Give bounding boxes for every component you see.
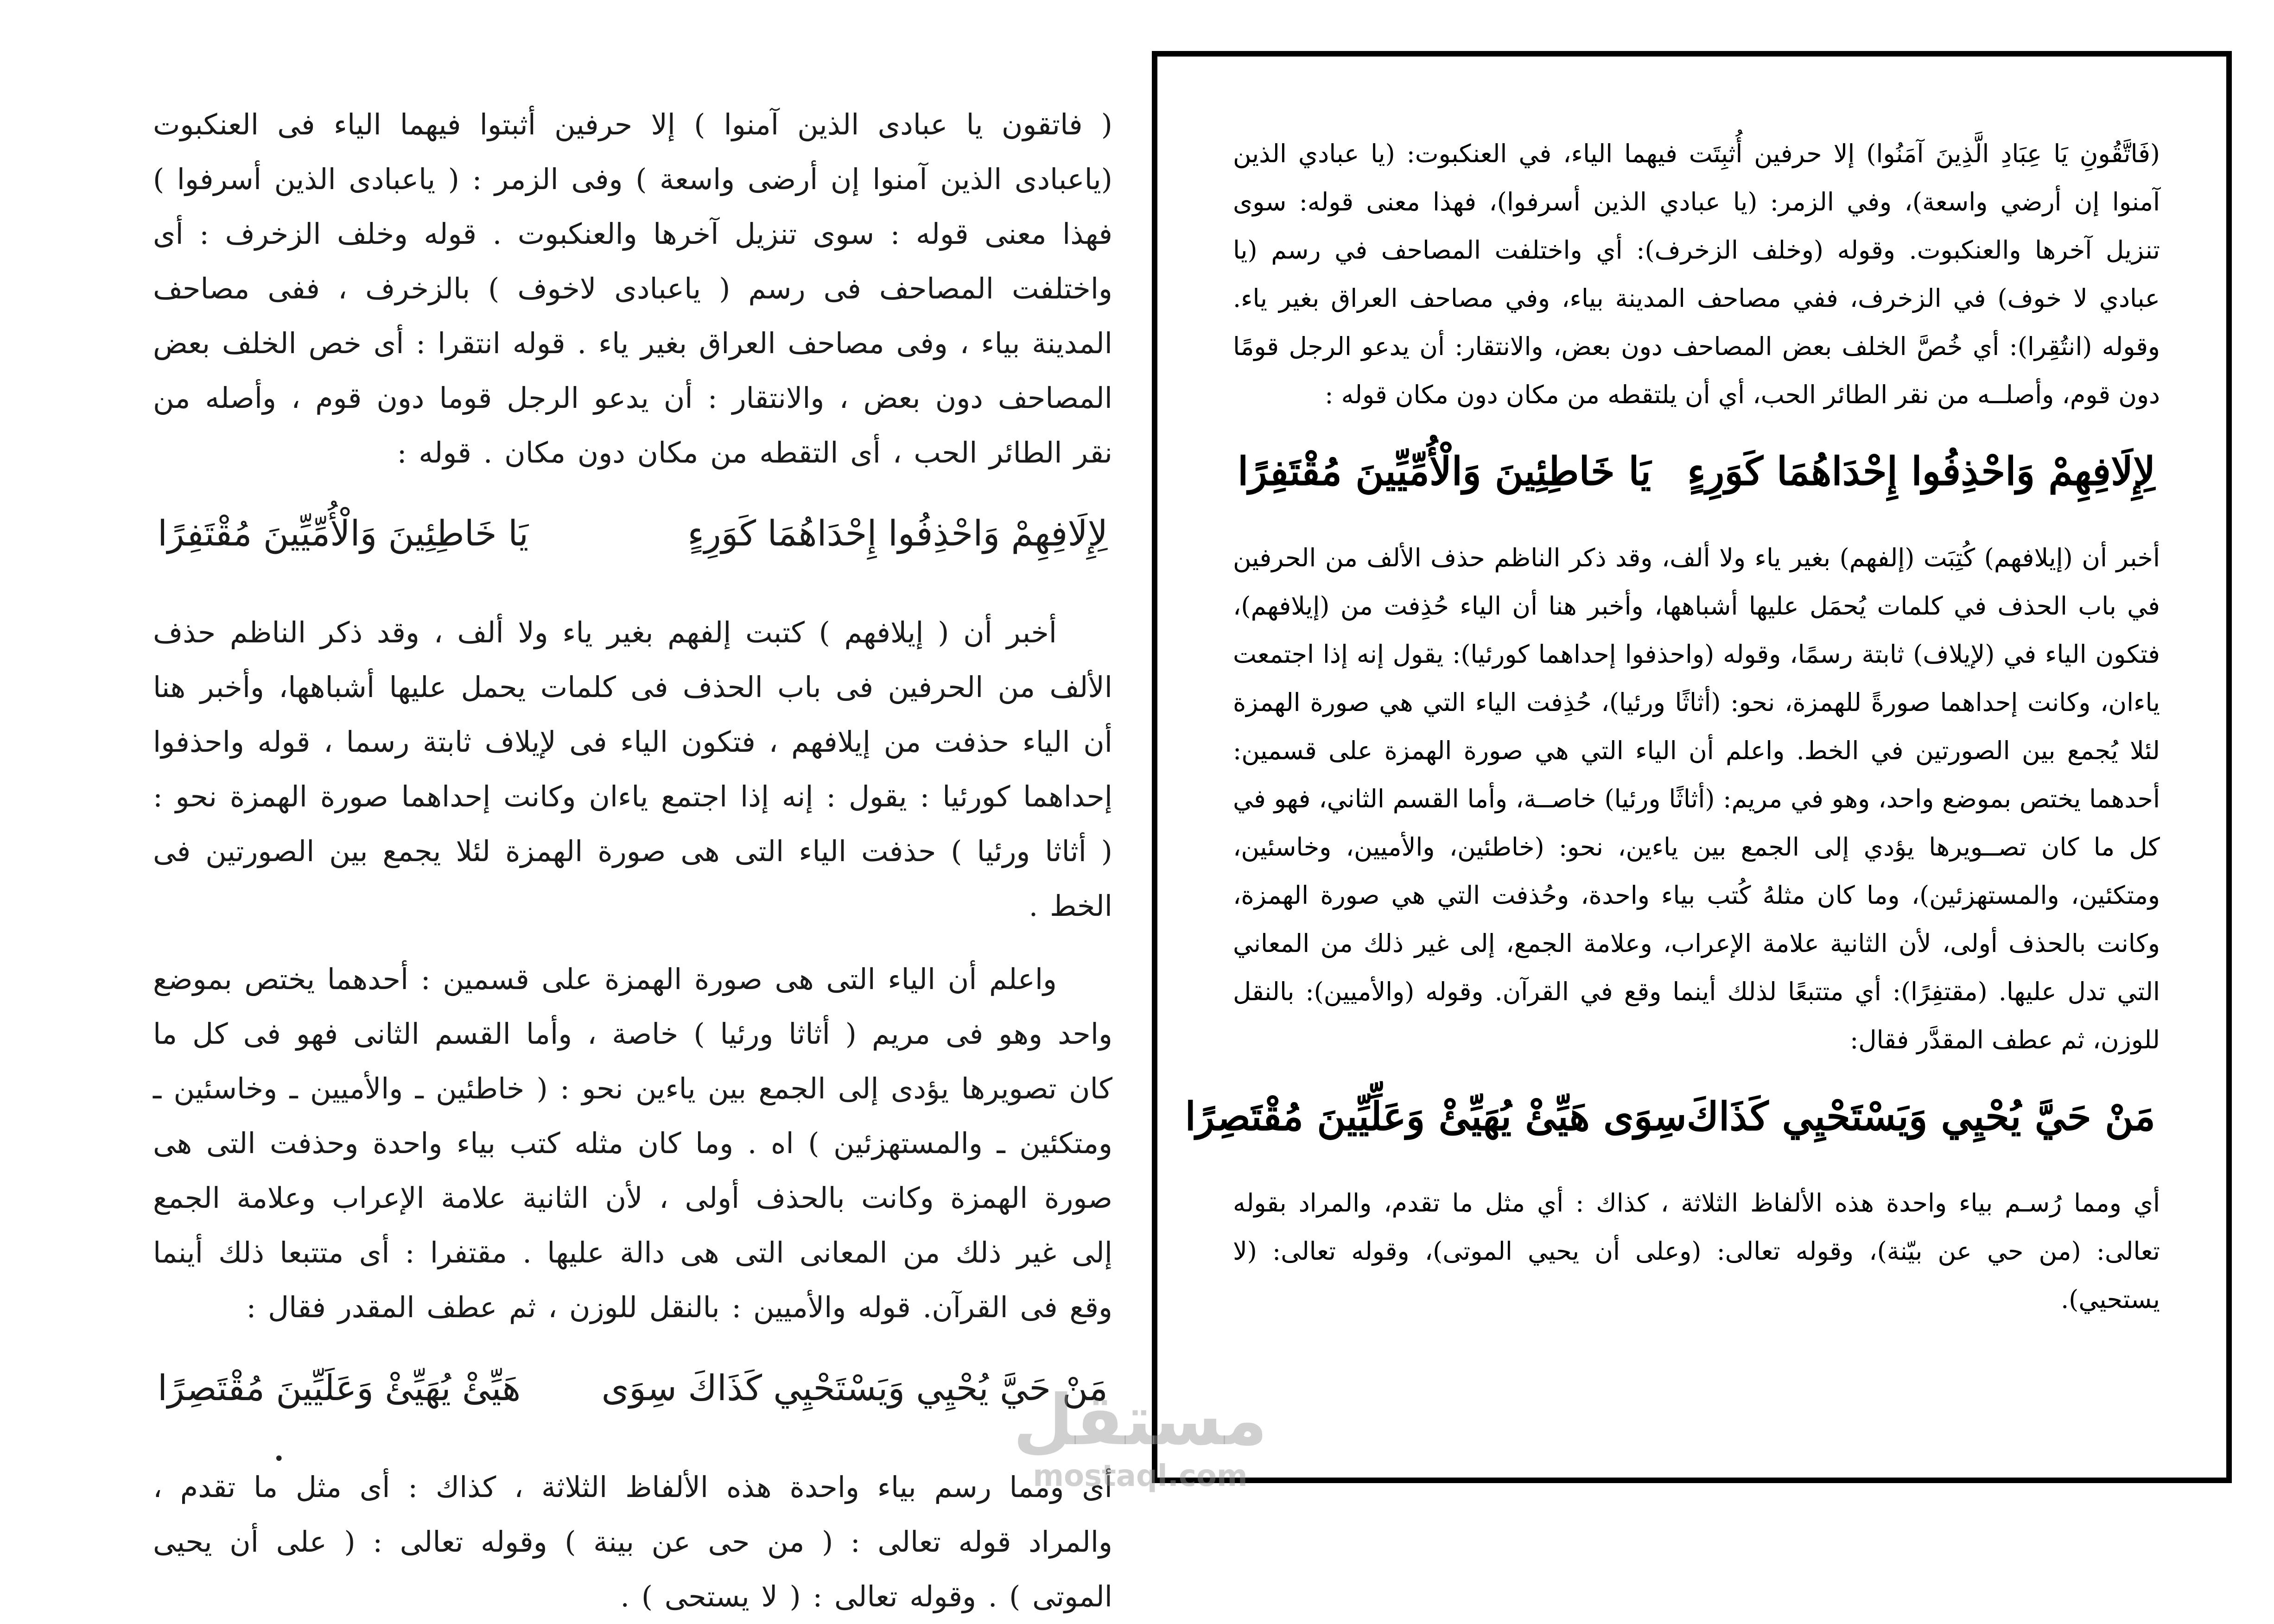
typeset-verse-2-second-hemistich: سِوَى هَيِّئْ يُهَيِّئْ وَعَلِّيِّينَ مُقْتَصِرًا	[1185, 1093, 1687, 1139]
scan-verse-2-first-hemistich: مَنْ حَيَّ يُحْيِي وَيَسْتَحْيِي كَذَاكَ سِوَى	[601, 1367, 1108, 1408]
scan-verse-2-second-hemistich: هَيِّئْ يُهَيِّئْ وَعَلَيِّينَ مُقْتَصِرًا	[158, 1367, 521, 1408]
typeset-verse-1-second-hemistich: يَا خَاطِئِينَ وَالْأُمِّيِّينَ مُقْتَفِرًا	[1238, 448, 1652, 494]
typeset-page	[1185, 130, 2160, 1324]
scan-spacer	[153, 933, 1112, 952]
scan-paragraph-4: أى ومما رسم بياء واحدة هذه الألفاظ الثلاثة ، كذاك : أى مثل ما تقدم ، والمراد قوله تعالى : ( من حى عن بينة ) وقوله تعالى : ( على أن يحيى الموتى ) . وقوله تعالى : ( لا يستحى ) .	[153, 1470, 1112, 1613]
scan-ink-dot: •	[273, 1448, 285, 1470]
typeset-verse-1-first-hemistich: لِإِلَافِهِمْ وَاحْذِفُوا إِحْدَاهُمَا كَوَرِءٍ	[1687, 448, 2155, 494]
watermark-arabic-logo: مستقل	[1013, 1380, 1268, 1461]
typeset-verse-1	[1233, 437, 2160, 515]
typeset-paragraph-2: أخبر أن (إيلافهم) كُتِبَت (إلفهم) بغير ياء ولا ألف، وقد ذكر الناظم حذف الألف من الحرفين في باب الحذف في كلمات يُحمَل عليها أشباهها، وأخبر هنا أن الياء حُذِفت من (إيلافهم)، فتكون الياء في (لإيلاف) ثابتة رسمًا، وقوله (واحذفوا إحداهما كورئيا): يقول إنه إذا اجتمعت ياءان، وكانت إحداهما صورةً للهمزة، نحو: (أثاثًا ورئيا)، حُذِفت الياء التي هي صورة الهمزة لئلا يُجمع بين الصورتين في الخط. واعلم أن الياء التي هي صورة الهمزة على قسمين: أحدهما يختص بموضع واحد، وهو في مريم: (أثاثًا ورئيا) خاصــة، وأما القسم الثاني، فهو في كل ما كان تصــويرها يؤدي إلى الجمع بين ياءين، نحو: (خاطئين، والأميين، وخاسئين، ومتكئين، والمستهزئين)، وما كان مثلهُ كُتب بياء واحدة، وحُذفت التي هي صورة الهمزة، وكانت بالحذف أولى، لأن الثانية علامة الإعراب، وعلامة الجمع، إلى غير ذلك من المعاني التي تدل عليها. (مقتفِرًا): أي متتبعًا لذلك أينما وقع في القرآن. وقوله (والأميين): بالنقل للوزن، ثم عطف المقدَّر فقال:	[1233, 543, 2160, 1054]
typeset-verse-2-first-hemistich: مَنْ حَيَّ يُحْيِي وَيَسْتَحْيِي كَذَاكَ	[1686, 1093, 2155, 1139]
scan-verse-1	[153, 499, 1112, 577]
mostaql-watermark	[997, 1381, 1284, 1492]
watermark-latin-text: mostaql.com	[1033, 1459, 1248, 1493]
scan-paragraph-3: واعلم أن الياء التى هى صورة الهمزة على قسمين : أحدهما يختص بموضع واحد وهو فى مريم ( أثاثا ورئيا ) خاصة ، وأما القسم الثانى فهو فى كل ما كان تصويرها يؤدى إلى الجمع بين ياءين نحو : ( خاطئين ـ والأميين ـ وخاسئين ـ ومتكئين ـ والمستهزئين ) اه . وما كان مثله كتب بياء واحدة وحذفت التى هى صورة الهمزة وكانت بالحذف أولى ، لأن الثانية علامة الإعراب وعلامة الجمع إلى غير ذلك من المعانى التى هى دالة عليها . مقتفرا : أى متتبعا ذلك أينما وقع فى القرآن. قوله والأميين : بالنقل للوزن ، ثم عطف المقدر فقال :	[153, 962, 1112, 1324]
typeset-paragraph-1: (فَاتَّقُونِ يَا عِبَادِ الَّذِينَ آمَنُوا) إلا حرفين أُثبِتَت فيهما الياء، في العنكبوت: (يا عبادي الذين آمنوا إن أرضي واسعة)، وفي الزمر: (يا عبادي الذين أسرفوا)، فهذا معنى قوله: سوى تنزيل آخرها والعنكبوت. وقوله (وخلف الزخرف): أي واختلفت المصاحف في رسم (يا عبادي لا خوف) في الزخرف، ففي مصاحف المدينة بياء، وفي مصاحف العراق بغير ياء. وقوله (انتُقِرا): أي خُصَّ الخلف بعض المصاحف دون بعض، والانتقار: أن يدعو الرجل قومًا دون قوم، وأصلــه من نقر الطائر الحب، أي أن يلتقطه من مكان دون مكان قوله :	[1233, 139, 2160, 409]
typeset-paragraph-3: أي ومما رُسـم بياء واحدة هذه الألفاظ الثلاثة ، كذاك : أي مثل ما تقدم، والمراد بقوله تعالى: (من حي عن بيّنة)، وقوله تعالى: (وعلى أن يحيي الموتى)، وقوله تعالى: (لا يستحيي).	[1233, 1188, 2160, 1314]
scan-verse-2	[153, 1353, 1112, 1432]
scan-verse-1-second-hemistich: يَا خَاطِئِينَ وَالْأُمِّيِّينَ مُقْتَفِرًا	[158, 513, 529, 554]
scan-paragraph-1: ( فاتقون يا عبادى الذين آمنوا ) إلا حرفين أثبتوا فيهما الياء فى العنكبوت (ياعبادى الذين آمنوا إن أرضى واسعة ) وفى الزمر : ( ياعبادى الذين أسرفوا ) فهذا معنى قوله : سوى تنزيل آخرها والعنكبوت . قوله وخلف الزخرف : أى واختلفت المصاحف فى رسم ( ياعبادى لاخوف ) بالزخرف ، ففى مصاحف المدينة بياء ، وفى مصاحف العراق بغير ياء . قوله انتقرا : أى خص الخلف بعض المصاحف دون بعض ، والانتقار : أن يدعو الرجل قوما دون قوم ، وأصله من نقر الطائر الحب ، أى التقطه من مكان دون مكان . قوله :	[153, 108, 1112, 469]
scanned-page	[153, 97, 1112, 1613]
scan-verse-1-first-hemistich: لِإِلَافِهِمْ وَاحْذِفُوا إِحْدَاهُمَا كَوَرِءٍ	[687, 513, 1108, 554]
typeset-verse-2	[1185, 1082, 2160, 1161]
scan-paragraph-2: أخبر أن ( إيلافهم ) كتبت إلفهم بغير ياء ولا ألف ، وقد ذكر الناظم حذف الألف من الحرفين فى باب الحذف فى كلمات يحمل عليها أشباهها، وأخبر هنا أن الياء حذفت من إيلافهم ، فتكون الياء فى لإيلاف ثابتة رسما ، قوله واحذفوا إحداهما كورئيا : يقول : إنه إذا اجتمع ياءان وكانت إحداهما صورة الهمزة نحو : ( أثاثا ورئيا ) حذفت الياء التى هى صورة الهمزة لئلا يجمع بين الصورتين فى الخط .	[153, 615, 1112, 923]
